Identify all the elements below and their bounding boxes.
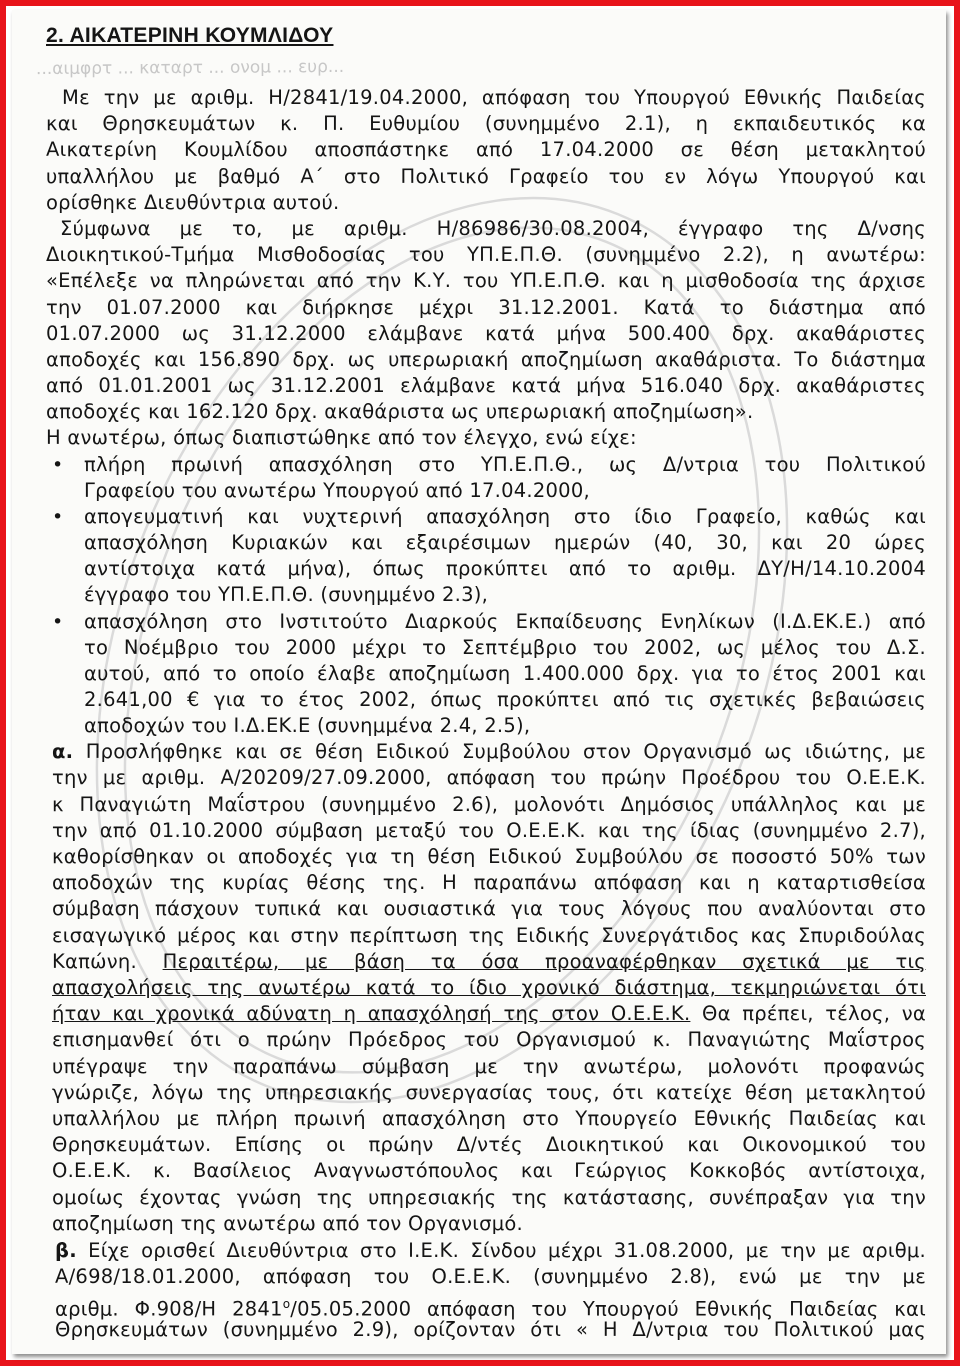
- text-line: Θρησκευμάτων (συνημμένο 2.9), ορίζονταν ότι « Η Δ/ντρια του Πολιτικού μας: [55, 1318, 926, 1341]
- section-heading: 2. ΑΙΚΑΤΕΡΙΝΗ ΚΟΥΜΛΙΔΟΥ: [46, 24, 334, 47]
- text-line: [52, 740, 926, 764]
- beta-marker: β.: [55, 1239, 77, 1262]
- bullet-text-line: απογευματινή και νυχτερινή απασχόληση στο ίδιο Γραφείο, καθώς και: [84, 505, 926, 528]
- bullet-text-line: πλήρη πρωινή απασχόληση στο ΥΠ.Ε.Π.Θ., ως Δ/ντρια του Πολιτικού: [84, 453, 926, 476]
- text-line: 01.07.2000 ως 31.12.2000 ελάμβανε κατά μήνα 500.400 δρχ. ακαθάριστες: [46, 322, 926, 345]
- bullet-text-line: αποδοχών του Ι.Δ.ΕΚ.Ε (συνημμένα 2.4, 2.5),: [84, 714, 531, 737]
- text-line: Με την με αριθμ. Η/2841/19.04.2000, απόφαση του Υπουργού Εθνικής Παιδείας: [62, 86, 926, 109]
- text-line: υπαλλήλου με βαθμό Α΄ στο Πολιτικό Γραφείο του εν λόγω Υπουργού και: [46, 165, 926, 188]
- text-line: Διοικητικού-Τμήμα Μισθοδοσίας του ΥΠ.Ε.Π.Θ. (συνημμένο 2.2), η ανωτέρω:: [46, 243, 926, 266]
- text-line: αποδοχές και 162.120 δρχ. ακαθάριστα ως υπερωριακή αποζημίωση».: [46, 400, 754, 423]
- text-line: και Θρησκευμάτων κ. Π. Ευθυμίου (συνημμένο 2.1), η εκπαιδευτικός κα: [46, 112, 926, 135]
- scanned-document-page: [12, 10, 946, 1354]
- bullet-marker: •: [52, 506, 64, 528]
- text-line: αποζημίωση της ανωτέρω από τον Οργανισμό.: [52, 1212, 523, 1235]
- bullet-marker: •: [52, 454, 64, 476]
- text-line: υπαλλήλου με πλήρη πρωινή απασχόληση στο Υπουργείο Εθνικής Παιδείας και: [52, 1107, 926, 1130]
- bullet-text-line: το Νοέμβριο του 2000 μέχρι το Σεπτέμβριο του 2002, ως μέλος του Δ.Σ.: [84, 636, 926, 659]
- bleed-through-text: ...αιμφρτ ... καταρτ ... ονομ ... ευρ...: [35, 56, 345, 80]
- bullet-text-line: απασχόληση στο Ινστιτούτο Διαρκούς Εκπαίδευσης Ενηλίκων (Ι.Δ.ΕΚ.Ε.) από: [84, 610, 926, 633]
- alpha-marker: α.: [52, 740, 74, 763]
- text-line: [52, 950, 926, 974]
- text-line: κ Παναγιώτη Μαΐστρου (συνημμένο 2.6), μολονότι Δημόσιος υπάλληλος και με: [52, 793, 926, 816]
- text-run: Καπώνη.: [52, 950, 137, 973]
- text-line: υπέγραψε την παραπάνω σύμβαση με την ανωτέρω, μολονότι προφανώς: [52, 1055, 926, 1078]
- text-line: καθορίσθηκαν οι αποδοχές για τη θέση Ειδικού Συμβούλου σε ποσοστό 50% των: [52, 845, 926, 868]
- text-line: «Επέλεξε να πληρώνεται από την Κ.Υ. του ΥΠ.Ε.Π.Θ. και η μισθοδοσία της άρχισε: [46, 269, 926, 292]
- text-line: την από 01.10.2000 σύμβαση μεταξύ του Ο.Ε.Ε.Κ. και της ίδιας (συνημμένο 2.7),: [52, 819, 926, 842]
- text-line: γνώριζε, λόγω της υπηρεσιακής συνεργασίας τους, ότι κατείχε θέση μετακλητού: [52, 1081, 926, 1104]
- underlined-text-line: απασχολήσεις της ανωτέρω κατά το ίδιο χρονικό διάστημα, τεκμηριώνεται ότι: [52, 976, 926, 999]
- bullet-text-line: αυτού, από το οποίο έλαβε αποζημίωση 1.400.000 δρχ. για το έτος 2001 και: [84, 662, 926, 685]
- text-line: επισημανθεί ότι ο πρώην Πρόεδρος του Οργανισμού κ. Παναγιώτης Μαΐστρος: [52, 1028, 926, 1051]
- text-line: Σύμφωνα με το, με αριθμ. Η/86986/30.08.2004, έγγραφο της Δ/νσης: [60, 217, 926, 240]
- bullet-text-line: αντίστοιχα κατά μήνα), όπως προκύπτει από το αριθμ. ΔΥ/Η/14.10.2004: [84, 557, 926, 580]
- bullet-marker: •: [52, 611, 64, 633]
- text-line: [52, 1002, 926, 1026]
- text-line: Αικατερίνη Κουμλίδου αποσπάστηκε από 17.04.2000 σε θέση μετακλητού: [46, 138, 926, 161]
- text-line: ορίσθηκε Διευθύντρια αυτού.: [46, 191, 340, 214]
- text-line: αποδοχές και 156.890 δρχ. ως υπερωριακή αποζημίωση ακαθάριστα. Το διάστημα: [46, 348, 926, 371]
- text-run: /05.05.2000 απόφαση του Υπουργού Εθνικής Παιδείας και: [290, 1297, 926, 1321]
- text-line: Α/698/18.01.2000, απόφαση του Ο.Ε.Ε.Κ. (συνημμένο 2.8), ενώ με την με: [55, 1265, 926, 1288]
- beta-first-line: Είχε ορισθεί Διευθύντρια στο Ι.Ε.Κ. Σίνδου μέχρι 31.08.2000, με την με αριθμ.: [88, 1239, 927, 1262]
- text-line: σύμβαση πάσχουν τυπικά και ουσιαστικά για τους λόγους που αναλύονται στο: [52, 897, 926, 920]
- bullet-text-line: απασχόληση Κυριακών και εξαιρέσιμων ημερών (40, 30, και 20 ώρες: [84, 531, 926, 554]
- text-line: την 01.07.2000 και διήρκησε μέχρι 31.12.2001. Κατά το διάστημα από: [46, 296, 926, 319]
- text-line: την με αριθμ. Α/20209/27.09.2000, απόφαση του πρώην Προέδρου του Ο.Ε.Ε.Κ.: [52, 766, 926, 789]
- text-line: εισαγωγικό μέρος και στην περίπτωση της Ειδικής Συνεργάτιδος κας Σπυριδούλας: [52, 924, 926, 947]
- superscript-marker: ο: [282, 1297, 291, 1311]
- underlined-text-run: Περαιτέρω, με βάση τα όσα προαναφέρθηκαν σχετικά με τις: [162, 950, 926, 973]
- text-line: από 01.01.2001 ως 31.12.2001 ελάμβανε κατά μήνα 516.040 δρχ. ακαθάριστες: [46, 374, 926, 397]
- text-run: Θα πρέπει, τέλος, να: [701, 1002, 927, 1025]
- text-line: [55, 1239, 926, 1263]
- underlined-text-run: ήταν και χρονικά αδύνατη η απασχόλησή της στον Ο.Ε.Ε.Κ.: [52, 1002, 691, 1025]
- bullet-text-line: 2.641,00 € για το έτος 2002, όπως προκύπτει από τις σχετικές βεβαιώσεις: [84, 688, 926, 711]
- text-line: Η ανωτέρω, όπως διαπιστώθηκε από τον έλεγχο, ενώ είχε:: [46, 426, 637, 449]
- bullet-text-line: έγγραφο του ΥΠ.Ε.Π.Θ. (συνημμένο 2.3),: [84, 583, 489, 606]
- text-line: Ο.Ε.Ε.Κ. κ. Βασίλειος Αναγνωστόπουλος και Γεώργιος Κοκκοβός αντίστοιχα,: [52, 1159, 926, 1182]
- bullet-text-line: Γραφείου του ανωτέρω Υπουργού από 17.04.2000,: [84, 479, 590, 502]
- alpha-first-line: Προσλήφθηκε και σε θέση Ειδικού Συμβούλου στον Οργανισμό ως ιδιώτης, με: [85, 740, 926, 763]
- text-line: αποδοχών της κυρίας θέσης της. Η παραπάνω απόφαση και η καταρτισθείσα: [52, 871, 926, 894]
- text-run: αριθμ. Φ.908/Η 2841: [55, 1297, 283, 1321]
- text-line: ομοίως έχοντας γνώση της υπηρεσιακής της κατάστασης, συνέπραξαν για την: [52, 1186, 926, 1209]
- text-line: Θρησκευμάτων. Επίσης οι πρώην Δ/ντές Διοικητικού και Οικονομικού του: [52, 1133, 926, 1156]
